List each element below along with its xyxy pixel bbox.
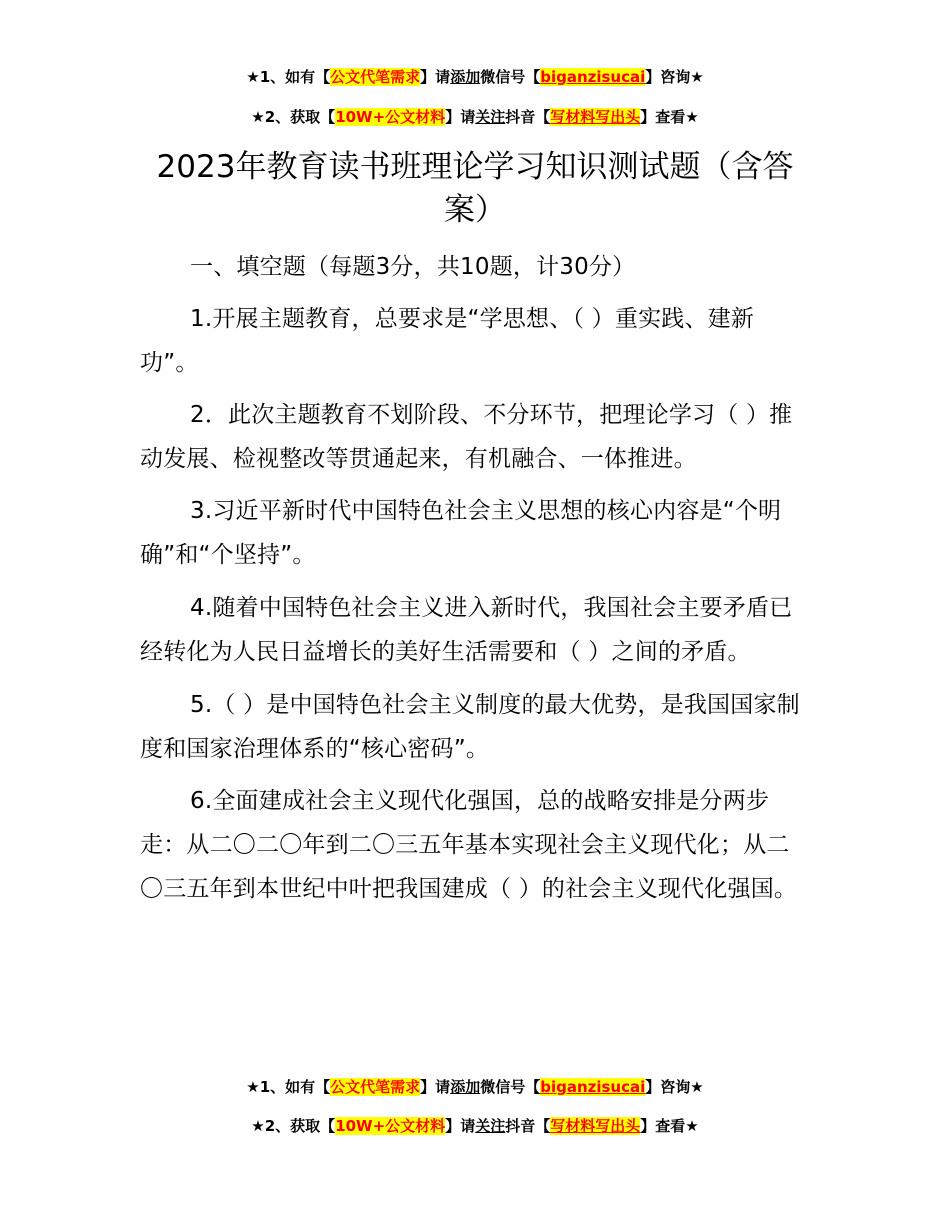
promo-underlined-action: 添加 [450,1078,481,1096]
promo-text: 抖音【 [505,108,551,126]
promo-text: 】咨询★ [645,68,704,86]
promo-text: 】请 [445,108,476,126]
promo-underlined-action: 关注 [475,1117,506,1135]
promo-text: 】查看★ [640,1117,699,1135]
top-promo-line-1 [0,67,950,87]
wechat-id-link[interactable]: biganzisucai [540,68,646,86]
promo-text: 】查看★ [640,108,699,126]
top-promo-line-2 [0,107,950,127]
promo-text: ★1、如有【 [246,1078,331,1096]
douyin-account-link[interactable]: 写材料写出头 [550,108,641,126]
promo-highlight-materials: 10W+公文材料 [335,1117,446,1135]
promo-text: ★1、如有【 [246,68,331,86]
promo-highlight-materials: 10W+公文材料 [335,108,446,126]
promo-text: 微信号【 [480,68,541,86]
bottom-promo-line-2 [0,1116,950,1136]
promo-underlined-action: 关注 [475,108,506,126]
wechat-id-link[interactable]: biganzisucai [540,1078,646,1096]
question-item: 1.开展主题教育，总要求是“学思想、（ ）重实践、建新功”。 [140,306,755,376]
promo-text: 】请 [420,1078,451,1096]
question-item: 5.（ ）是中国特色社会主义制度的最大优势，是我国国家制度和国家治理体系的“核心密码”。 [140,692,800,762]
promo-text: 抖音【 [505,1117,551,1135]
promo-underlined-action: 添加 [450,68,481,86]
promo-text: 微信号【 [480,1078,541,1096]
question-item: 6.全面建成社会主义现代化强国，总的战略安排是分两步走：从二〇二〇年到二〇三五年基本实现社会主义现代化；从二〇三五年到本世纪中叶把我国建成（ ）的社会主义现代化强国。 [140,788,798,902]
question-item: 2．此次主题教育不划阶段、不分环节，把理论学习（ ）推动发展、检视整改等贯通起来，有机融合、一体推进。 [140,402,793,472]
promo-text: ★2、获取【 [251,1117,336,1135]
promo-text: ★2、获取【 [251,108,336,126]
question-item: 4.随着中国特色社会主义进入新时代，我国社会主要矛盾已经转化为人民日益增长的美好生活需要和（ ）之间的矛盾。 [140,595,793,665]
promo-highlight-service: 公文代笔需求 [330,68,421,86]
promo-highlight-service: 公文代笔需求 [330,1078,421,1096]
question-item: 3.习近平新时代中国特色社会主义思想的核心内容是“个明确”和“个坚持”。 [140,498,782,568]
promo-text: 】请 [420,68,451,86]
bottom-promo-line-1 [0,1077,950,1097]
douyin-account-link[interactable]: 写材料写出头 [550,1117,641,1135]
promo-text: 】请 [445,1117,476,1135]
section-heading: 一、填空题（每题3分，共10题，计30分） [190,254,636,280]
promo-text: 】咨询★ [645,1078,704,1096]
document-title: 2023年教育读书班理论学习知识测试题（含答案） [156,149,794,228]
